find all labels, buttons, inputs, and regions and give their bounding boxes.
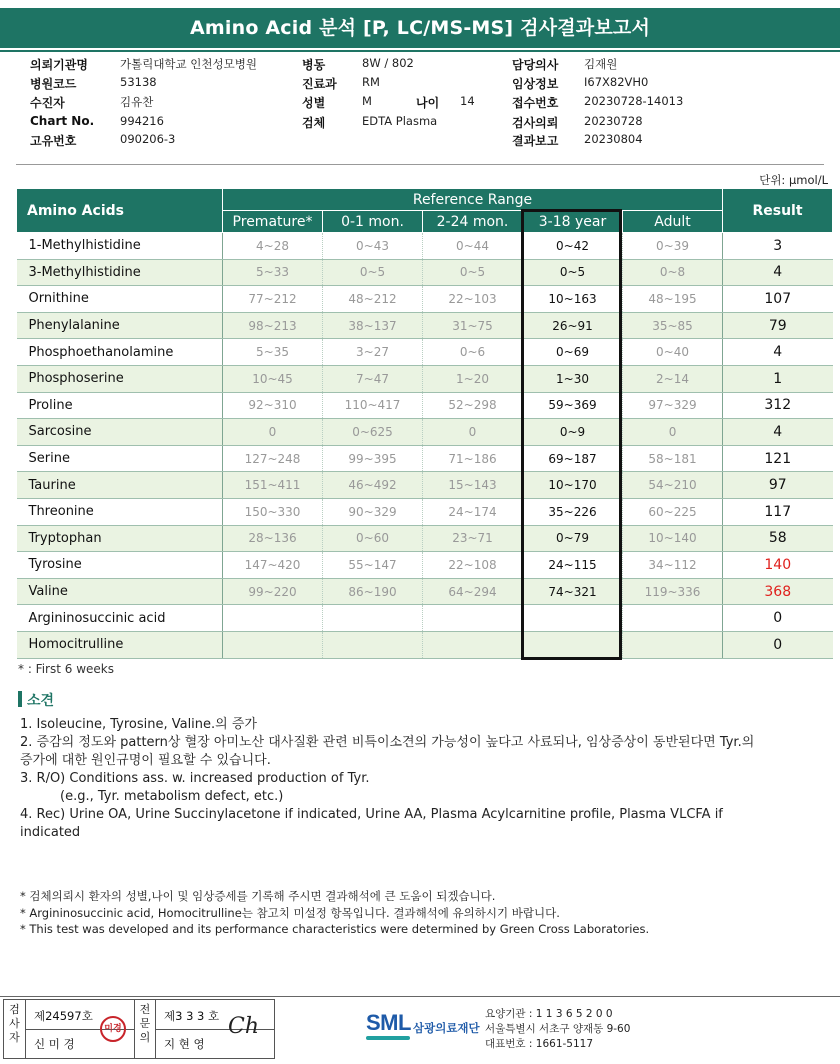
header-range-premature: Premature*	[223, 211, 323, 233]
reference-range-cell: 1~30	[523, 365, 623, 392]
signature-box	[3, 999, 275, 1059]
result-value: 121	[723, 445, 833, 472]
reference-range-cell: 64~294	[423, 578, 523, 605]
reference-range-cell: 71~186	[423, 445, 523, 472]
reference-range-cell: 0	[623, 419, 723, 446]
examiner-label: 검사자	[4, 1000, 26, 1058]
finding-line: indicated	[20, 825, 81, 840]
table-row	[17, 525, 833, 552]
header-result: Result	[723, 189, 833, 233]
finding-line: 3. R/O) Conditions ass. w. increased production of Tyr.	[20, 771, 370, 786]
result-value: 79	[723, 312, 833, 339]
info-value: RM	[362, 75, 380, 89]
table-row	[17, 631, 833, 658]
info-label: Chart No.	[30, 114, 95, 128]
unit-label: 단위: μmol/L	[759, 173, 828, 187]
note-line: * Argininosuccinic acid, Homocitrulline는 참고치 미설정 항목입니다. 결과해석에 유의하시기 바랍니다.	[20, 905, 560, 920]
reference-range-cell: 5~33	[223, 259, 323, 286]
table-row	[17, 233, 833, 260]
reference-range-cell: 54~210	[623, 472, 723, 499]
reference-range-cell: 48~212	[323, 286, 423, 313]
amino-acid-name: 1-Methylhistidine	[17, 233, 223, 260]
amino-acid-name: Sarcosine	[17, 419, 223, 446]
info-value: 994216	[120, 114, 164, 128]
result-value: 4	[723, 259, 833, 286]
reference-range-cell: 58~181	[623, 445, 723, 472]
table-row	[17, 605, 833, 632]
result-value: 140	[723, 552, 833, 579]
info-value: 8W / 802	[362, 56, 414, 70]
reference-range-cell: 0~6	[423, 339, 523, 366]
table-row	[17, 259, 833, 286]
reference-range-cell	[523, 631, 623, 658]
reference-range-cell: 151~411	[223, 472, 323, 499]
table-row	[17, 472, 833, 499]
table-row	[17, 392, 833, 419]
reference-range-cell	[223, 631, 323, 658]
title-divider	[0, 50, 840, 52]
amino-acid-name: Taurine	[17, 472, 223, 499]
info-label: 결과보고	[512, 134, 559, 148]
reference-range-cell: 3~27	[323, 339, 423, 366]
result-value: 0	[723, 631, 833, 658]
table-row	[17, 312, 833, 339]
specialist-license: 제3 3 3 호	[164, 1009, 220, 1023]
reference-range-cell: 0~9	[523, 419, 623, 446]
reference-range-cell: 0~5	[323, 259, 423, 286]
info-value: 20230728	[584, 114, 643, 128]
reference-range-cell: 147~420	[223, 552, 323, 579]
age-value: 14	[460, 94, 475, 108]
reference-range-cell: 22~103	[423, 286, 523, 313]
reference-range-cell	[323, 605, 423, 632]
reference-range-cell: 0~79	[523, 525, 623, 552]
reference-range-cell: 60~225	[623, 498, 723, 525]
report-notes	[20, 888, 820, 938]
reference-range-cell: 77~212	[223, 286, 323, 313]
info-value: 가톨릭대학교 인천성모병원	[120, 57, 257, 71]
reference-range-cell: 86~190	[323, 578, 423, 605]
reference-range-cell: 0~625	[323, 419, 423, 446]
findings-title	[18, 690, 54, 710]
reference-range-cell: 15~143	[423, 472, 523, 499]
reference-range-cell: 0	[223, 419, 323, 446]
header-range-adult: Adult	[623, 211, 723, 233]
reference-range-cell: 92~310	[223, 392, 323, 419]
amino-acid-name: Homocitrulline	[17, 631, 223, 658]
info-label: 담당의사	[512, 58, 559, 72]
table-row	[17, 445, 833, 472]
reference-range-cell	[323, 631, 423, 658]
info-value: EDTA Plasma	[362, 114, 438, 128]
reference-range-cell: 97~329	[623, 392, 723, 419]
reference-range-cell: 5~35	[223, 339, 323, 366]
reference-range-cell: 0~42	[523, 233, 623, 260]
info-label: 수진자	[30, 96, 65, 110]
info-value: 김재원	[584, 57, 618, 71]
reference-range-cell	[623, 631, 723, 658]
reference-range-cell: 0	[423, 419, 523, 446]
reference-range-cell: 2~14	[623, 365, 723, 392]
table-row	[17, 286, 833, 313]
reference-range-cell: 28~136	[223, 525, 323, 552]
reference-range-cell: 24~115	[523, 552, 623, 579]
reference-range-cell: 90~329	[323, 498, 423, 525]
finding-line: 증가에 대한 원인규명이 필요할 수 있습니다.	[20, 753, 271, 768]
info-value: 090206-3	[120, 132, 176, 146]
header-range-3-18-year: 3-18 year	[523, 211, 623, 233]
sml-logo	[366, 1010, 480, 1036]
reference-range-cell: 0~40	[623, 339, 723, 366]
specialist-name: 지 현 영	[164, 1037, 205, 1051]
reference-range-cell	[523, 605, 623, 632]
info-divider	[16, 164, 824, 165]
reference-range-cell: 10~140	[623, 525, 723, 552]
header-reference-range: Reference Range	[223, 189, 723, 211]
finding-line: (e.g., Tyr. metabolism defect, etc.)	[60, 789, 284, 804]
amino-acid-name: Serine	[17, 445, 223, 472]
reference-range-cell	[423, 605, 523, 632]
amino-acid-table	[16, 188, 833, 659]
table-row	[17, 419, 833, 446]
report-title: Amino Acid 분석 [P, LC/MS-MS] 검사결과보고서	[0, 8, 840, 48]
info-value: M	[362, 94, 372, 108]
logo-mark: SML	[366, 1010, 411, 1035]
findings-bar	[18, 691, 22, 707]
header-range-2-24-mon: 2-24 mon.	[423, 211, 523, 233]
reference-range-cell: 46~492	[323, 472, 423, 499]
footer-divider	[0, 996, 840, 997]
premature-footnote: * : First 6 weeks	[18, 662, 114, 676]
patient-info-section	[0, 54, 840, 166]
result-value: 4	[723, 419, 833, 446]
reference-range-cell: 110~417	[323, 392, 423, 419]
reference-range-cell: 31~75	[423, 312, 523, 339]
info-value: 20230804	[584, 132, 643, 146]
reference-range-cell: 1~20	[423, 365, 523, 392]
amino-acid-name: Tyrosine	[17, 552, 223, 579]
reference-range-cell: 24~174	[423, 498, 523, 525]
table-row	[17, 365, 833, 392]
reference-range-cell: 0~44	[423, 233, 523, 260]
reference-range-cell: 26~91	[523, 312, 623, 339]
info-label: 성별	[302, 96, 326, 110]
reference-range-cell: 0~39	[623, 233, 723, 260]
reference-range-cell: 38~137	[323, 312, 423, 339]
examiner-name: 신 미 경	[34, 1037, 75, 1051]
amino-acid-name: 3-Methylhistidine	[17, 259, 223, 286]
info-value: I67X82VH0	[584, 75, 649, 89]
info-label: 접수번호	[512, 96, 559, 110]
reference-range-cell: 150~330	[223, 498, 323, 525]
reference-range-cell: 59~369	[523, 392, 623, 419]
info-label: 고유번호	[30, 134, 77, 148]
reference-range-cell: 98~213	[223, 312, 323, 339]
info-value: 20230728-14013	[584, 94, 684, 108]
findings-title-text: 소견	[27, 693, 55, 709]
reference-range-cell: 35~226	[523, 498, 623, 525]
reference-range-cell: 55~147	[323, 552, 423, 579]
findings-text	[20, 716, 800, 842]
reference-range-cell: 0~69	[523, 339, 623, 366]
specialist-signature: Ch	[228, 1014, 260, 1039]
reference-range-cell	[623, 605, 723, 632]
amino-acid-name: Phosphoserine	[17, 365, 223, 392]
info-label: 검사의뢰	[512, 116, 559, 130]
reference-range-cell: 23~71	[423, 525, 523, 552]
finding-line: 2. 증감의 정도와 pattern상 혈장 아미노산 대사질환 관련 비특이소견의 가능성이 높다고 사료되나, 임상증상이 동반된다면 Tyr.의	[20, 735, 755, 750]
header-amino-acids: Amino Acids	[17, 189, 223, 233]
amino-acid-name: Tryptophan	[17, 525, 223, 552]
reference-range-cell: 69~187	[523, 445, 623, 472]
reference-range-cell: 10~170	[523, 472, 623, 499]
result-value: 117	[723, 498, 833, 525]
info-label: 병동	[302, 58, 326, 72]
reference-range-cell: 127~248	[223, 445, 323, 472]
reference-range-cell: 99~220	[223, 578, 323, 605]
result-value: 4	[723, 339, 833, 366]
reference-range-cell: 0~8	[623, 259, 723, 286]
info-label: 의뢰기관명	[30, 58, 88, 72]
reference-range-cell: 4~28	[223, 233, 323, 260]
examiner-stamp: 미경	[100, 1016, 126, 1042]
result-value: 312	[723, 392, 833, 419]
reference-range-cell: 7~47	[323, 365, 423, 392]
table-row	[17, 339, 833, 366]
note-line: * This test was developed and its performance characteristics were determined by Green Cross Laboratories.	[20, 922, 650, 936]
contact-line: 대표번호 : 1661-5117	[485, 1038, 594, 1050]
info-label: 진료과	[302, 77, 337, 91]
reference-range-cell: 22~108	[423, 552, 523, 579]
amino-acid-name: Phosphoethanolamine	[17, 339, 223, 366]
reference-range-cell: 35~85	[623, 312, 723, 339]
result-value: 3	[723, 233, 833, 260]
amino-acid-name: Proline	[17, 392, 223, 419]
reference-range-cell	[423, 631, 523, 658]
reference-range-cell: 0~5	[523, 259, 623, 286]
result-value: 0	[723, 605, 833, 632]
table-row	[17, 498, 833, 525]
amino-acid-name: Threonine	[17, 498, 223, 525]
info-value: 김유찬	[120, 95, 154, 109]
info-label: 임상정보	[512, 77, 559, 91]
table-row	[17, 578, 833, 605]
reference-range-cell: 99~395	[323, 445, 423, 472]
reference-range-cell: 34~112	[623, 552, 723, 579]
info-label: 검체	[302, 116, 326, 130]
lab-contact	[485, 1007, 630, 1052]
finding-line: 4. Rec) Urine OA, Urine Succinylacetone if indicated, Urine AA, Plasma Acylcarnitine profile, Plasma VLCFA if	[20, 807, 723, 822]
reference-range-cell: 74~321	[523, 578, 623, 605]
examiner-license: 제24597호	[34, 1009, 93, 1023]
result-value: 107	[723, 286, 833, 313]
age-label: 나이	[416, 96, 440, 110]
result-value: 368	[723, 578, 833, 605]
note-line: * 검체의뢰시 환자의 성별,나이 및 임상증세를 기록해 주시면 결과해석에 큰 도움이 되겠습니다.	[20, 889, 496, 903]
reference-range-cell: 52~298	[423, 392, 523, 419]
info-label: 병원코드	[30, 77, 77, 91]
amino-acid-name: Phenylalanine	[17, 312, 223, 339]
result-value: 58	[723, 525, 833, 552]
header-range-0-1-mon: 0-1 mon.	[323, 211, 423, 233]
amino-acid-name: Argininosuccinic acid	[17, 605, 223, 632]
logo-swoosh	[366, 1036, 410, 1040]
reference-range-cell: 119~336	[623, 578, 723, 605]
info-value: 53138	[120, 75, 157, 89]
specialist-label: 전문의	[134, 1000, 156, 1058]
reference-range-cell: 0~43	[323, 233, 423, 260]
reference-range-cell: 48~195	[623, 286, 723, 313]
result-value: 1	[723, 365, 833, 392]
result-value: 97	[723, 472, 833, 499]
reference-range-cell: 10~45	[223, 365, 323, 392]
reference-range-cell	[223, 605, 323, 632]
finding-line: 1. Isoleucine, Tyrosine, Valine.의 증가	[20, 717, 257, 732]
amino-acid-name: Ornithine	[17, 286, 223, 313]
reference-range-cell: 0~60	[323, 525, 423, 552]
reference-range-cell: 10~163	[523, 286, 623, 313]
contact-line: 서울특별시 서초구 양재동 9-60	[485, 1023, 631, 1035]
table-row	[17, 552, 833, 579]
logo-org-name: 삼광의료재단	[413, 1021, 480, 1035]
reference-range-cell: 0~5	[423, 259, 523, 286]
contact-line: 요양기관 : 1 1 3 6 5 2 0 0	[485, 1008, 613, 1020]
amino-acid-name: Valine	[17, 578, 223, 605]
